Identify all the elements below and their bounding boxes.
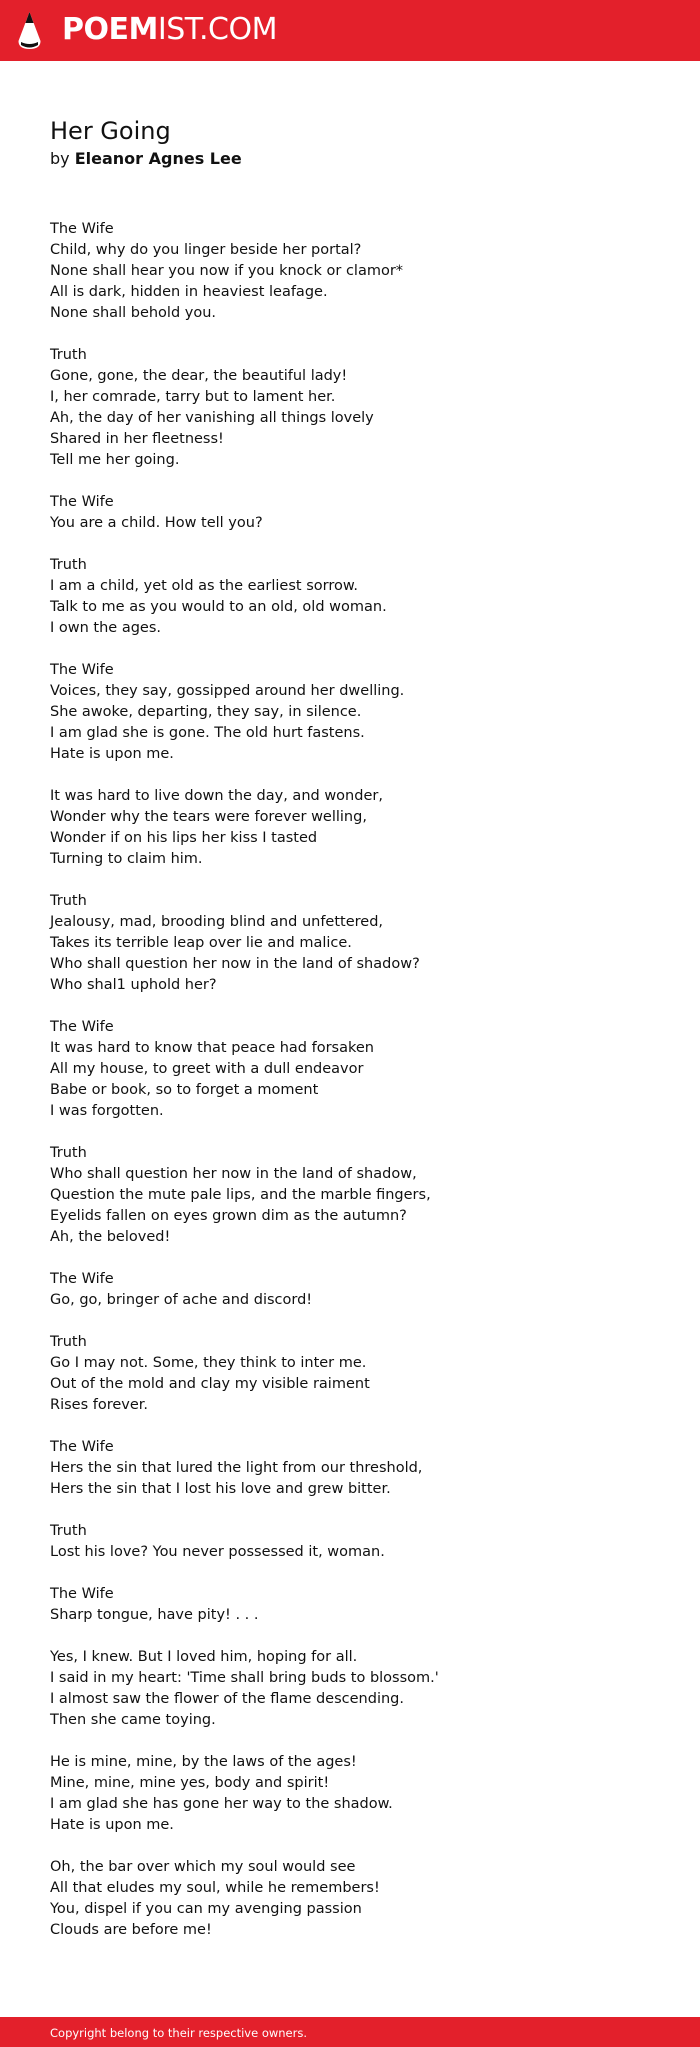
poem-line: Wonder if on his lips her kiss I tasted (50, 830, 318, 846)
poem-line: I am a child, yet old as the earliest sorrow. (50, 578, 358, 594)
poem-line: Turning to claim him. (50, 851, 203, 867)
poem-line: All that eludes my soul, while he remembers! (50, 1880, 380, 1896)
byline (50, 148, 242, 170)
poem-line: The Wife (50, 221, 114, 237)
poem-stanza (50, 1584, 650, 1626)
poem-stanza (50, 1857, 650, 1941)
poem-line: Yes, I knew. But I loved him, hoping for all. (50, 1649, 358, 1665)
poem-stanza (50, 891, 650, 996)
site-header (0, 0, 700, 61)
poem-line: Truth (50, 893, 87, 909)
poem-line: You are a child. How tell you? (50, 515, 263, 531)
poem-line: Eyelids fallen on eyes grown dim as the autumn? (50, 1208, 407, 1224)
site-footer (0, 2017, 700, 2047)
poem-line: Who shall question her now in the land of shadow, (50, 1166, 417, 1182)
poem-line: Hate is upon me. (50, 1817, 174, 1833)
poem-line: Who shal1 uphold her? (50, 977, 217, 993)
poem-line: Ah, the beloved! (50, 1229, 171, 1245)
poem-line: Shared in her fleetness! (50, 431, 224, 447)
poem-line: Truth (50, 347, 87, 363)
poem-stanza (50, 1143, 650, 1248)
poem-line: He is mine, mine, by the laws of the ages! (50, 1754, 357, 1770)
poem-line: It was hard to know that peace had forsaken (50, 1040, 374, 1056)
site-logo[interactable] (62, 10, 277, 50)
author-name[interactable]: Eleanor Agnes Lee (74, 149, 242, 168)
poem-title: Her Going (50, 117, 171, 145)
poem-line: Ah, the day of her vanishing all things lovely (50, 410, 374, 426)
poem-line: The Wife (50, 494, 114, 510)
poem-line: The Wife (50, 662, 114, 678)
poem-stanza (50, 219, 650, 324)
poem-line: I said in my heart: 'Time shall bring buds to blossom.' (50, 1670, 439, 1686)
poem-line: Tell me her going. (50, 452, 180, 468)
poem-line: Wonder why the tears were forever welling, (50, 809, 367, 825)
poem-line: Talk to me as you would to an old, old woman. (50, 599, 387, 615)
poem-stanza (50, 1647, 650, 1731)
poem-line: Gone, gone, the dear, the beautiful lady! (50, 368, 348, 384)
poem-line: The Wife (50, 1019, 114, 1035)
poem-line: Hers the sin that I lost his love and grew bitter. (50, 1481, 391, 1497)
poem-line: She awoke, departing, they say, in silence. (50, 704, 362, 720)
poem-line: Hers the sin that lured the light from our threshold, (50, 1460, 423, 1476)
poem-line: Go, go, bringer of ache and discord! (50, 1292, 313, 1308)
poem-line: Takes its terrible leap over lie and malice. (50, 935, 352, 951)
poem-line: You, dispel if you can my avenging passion (50, 1901, 362, 1917)
poem-line: Who shall question her now in the land of shadow? (50, 956, 420, 972)
poem-line: I am glad she is gone. The old hurt fastens. (50, 725, 365, 741)
copyright-text: Copyright belong to their respective owners. (50, 2026, 308, 2040)
poem-body (50, 219, 650, 1962)
poem-line: I, her comrade, tarry but to lament her. (50, 389, 336, 405)
poem-line: Out of the mold and clay my visible raiment (50, 1376, 370, 1392)
poem-stanza (50, 1521, 650, 1563)
poem-line: Jealousy, mad, brooding blind and unfettered, (50, 914, 384, 930)
poem-line: It was hard to live down the day, and wonder, (50, 788, 383, 804)
poem-line: None shall behold you. (50, 305, 217, 321)
poem-line: The Wife (50, 1586, 114, 1602)
poem-line: Truth (50, 1334, 87, 1350)
poem-line: Voices, they say, gossipped around her dwelling. (50, 683, 405, 699)
poem-line: Hate is upon me. (50, 746, 174, 762)
poem-line: Oh, the bar over which my soul would see (50, 1859, 356, 1875)
poem-line: Truth (50, 1523, 87, 1539)
poem-line: Rises forever. (50, 1397, 149, 1413)
poem-line: Child, why do you linger beside her portal? (50, 242, 362, 258)
poem-line: The Wife (50, 1271, 114, 1287)
poem-stanza (50, 555, 650, 639)
poem-line: I own the ages. (50, 620, 161, 636)
poem-line: The Wife (50, 1439, 114, 1455)
by-label: by (50, 149, 70, 168)
poem-line: Go I may not. Some, they think to inter me. (50, 1355, 367, 1371)
poem-line: None shall hear you now if you knock or clamor* (50, 263, 404, 279)
poem-line: I was forgotten. (50, 1103, 164, 1119)
poem-stanza (50, 660, 650, 765)
poem-stanza (50, 492, 650, 534)
poem-line: Clouds are before me! (50, 1922, 212, 1938)
poem-line: Sharp tongue, have pity! . . . (50, 1607, 259, 1623)
poem-stanza (50, 1752, 650, 1836)
logo-bold-text: POEM (62, 12, 158, 47)
poem-stanza (50, 345, 650, 471)
poem-stanza (50, 1437, 650, 1500)
poem-stanza (50, 786, 650, 870)
poem-line: I almost saw the flower of the flame descending. (50, 1691, 404, 1707)
logo-light-text: IST.COM (157, 12, 277, 47)
poem-stanza (50, 1269, 650, 1311)
poem-stanza (50, 1332, 650, 1416)
poem-line: All is dark, hidden in heaviest leafage. (50, 284, 328, 300)
poem-line: Babe or book, so to forget a moment (50, 1082, 319, 1098)
poem-stanza (50, 1017, 650, 1122)
poem-line: Truth (50, 1145, 87, 1161)
poem-line: Lost his love? You never possessed it, woman. (50, 1544, 385, 1560)
poem-line: Then she came toying. (50, 1712, 216, 1728)
poem-line: Question the mute pale lips, and the marble fingers, (50, 1187, 431, 1203)
poem-line: I am glad she has gone her way to the shadow. (50, 1796, 393, 1812)
poem-line: Truth (50, 557, 87, 573)
pencil-tip-icon[interactable] (17, 11, 42, 51)
poem-line: All my house, to greet with a dull endeavor (50, 1061, 364, 1077)
poem-line: Mine, mine, mine yes, body and spirit! (50, 1775, 330, 1791)
